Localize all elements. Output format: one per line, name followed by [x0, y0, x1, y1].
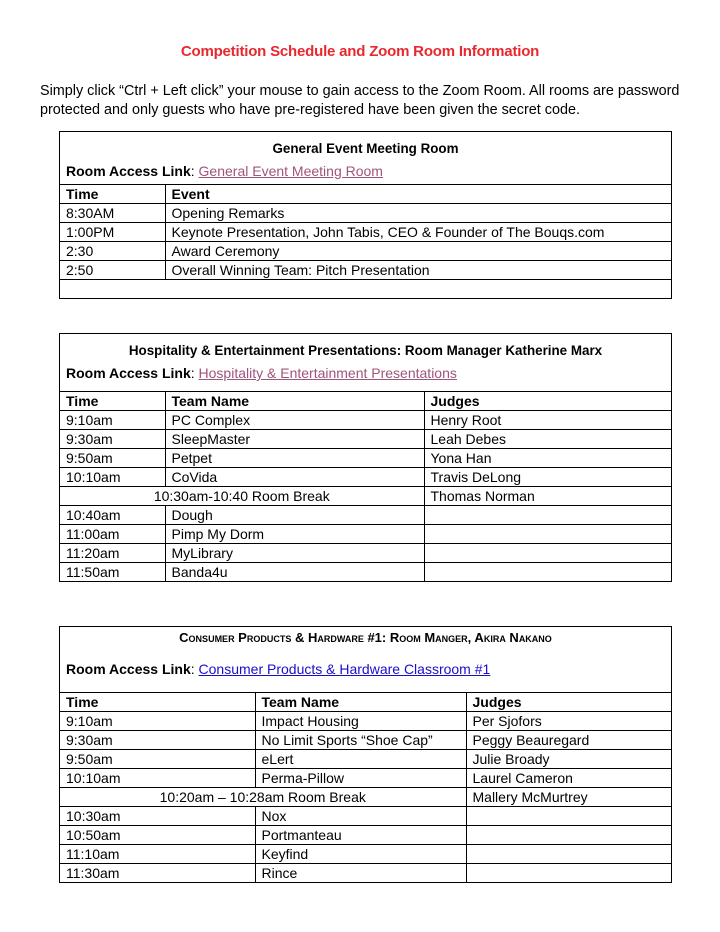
consumer-room-link[interactable]: Consumer Products & Hardware Classroom #1 [198, 661, 491, 677]
column-header: Team Name [165, 392, 424, 411]
table-cell: Henry Root [424, 411, 671, 430]
table-cell: eLert [255, 750, 466, 769]
table-cell: 10:10am [60, 468, 165, 487]
hospitality-schedule-table [60, 391, 671, 581]
hospitality-room-heading: Hospitality & Entertainment Presentations: Room Manager Katherine Marx [128, 343, 603, 358]
table-cell: 11:30am [60, 864, 255, 883]
table-header-row [60, 693, 671, 712]
room-break-row [60, 487, 671, 506]
table-cell: Portmanteau [255, 826, 466, 845]
general-schedule-table [60, 184, 671, 298]
table-row [60, 864, 671, 883]
general-room-access: Room Access Link: General Event Meeting Room [66, 163, 383, 179]
column-header: Time [60, 392, 165, 411]
general-room-box [59, 131, 672, 299]
column-header: Time [60, 693, 255, 712]
consumer-room-access: Room Access Link: Consumer Products & Hardware Classroom #1 [66, 661, 491, 677]
table-row [60, 563, 671, 582]
access-label: Room Access Link [66, 661, 191, 677]
table-cell [424, 506, 671, 525]
table-cell: Peggy Beauregard [466, 731, 671, 750]
column-header: Judges [424, 392, 671, 411]
table-row [60, 261, 671, 280]
table-cell: 10:30am [60, 807, 255, 826]
table-cell [466, 807, 671, 826]
table-cell: MyLibrary [165, 544, 424, 563]
table-cell: Rince [255, 864, 466, 883]
table-row [60, 712, 671, 731]
page-title: Competition Schedule and Zoom Room Information [180, 43, 540, 60]
table-cell: Overall Winning Team: Pitch Presentation [165, 261, 671, 280]
hospitality-room-link[interactable]: Hospitality & Entertainment Presentations [198, 365, 457, 381]
empty-row [60, 280, 671, 299]
table-cell: Thomas Norman [424, 487, 671, 506]
table-row [60, 731, 671, 750]
room-break-cell: 10:30am-10:40 Room Break [60, 487, 424, 506]
table-row [60, 430, 671, 449]
table-cell: 9:30am [60, 430, 165, 449]
consumer-schedule-table [60, 692, 671, 882]
table-row [60, 769, 671, 788]
table-cell: Laurel Cameron [466, 769, 671, 788]
table-row [60, 826, 671, 845]
table-row [60, 449, 671, 468]
hospitality-room-box [59, 333, 672, 582]
table-cell: Perma-Pillow [255, 769, 466, 788]
table-cell: 2:50 [60, 261, 165, 280]
table-cell [466, 826, 671, 845]
table-cell: Dough [165, 506, 424, 525]
column-header: Team Name [255, 693, 466, 712]
table-cell: SleepMaster [165, 430, 424, 449]
table-row [60, 242, 671, 261]
table-row [60, 204, 671, 223]
consumer-room-box [59, 626, 672, 883]
table-row [60, 544, 671, 563]
table-row [60, 845, 671, 864]
table-cell: 9:50am [60, 449, 165, 468]
table-cell: Pimp My Dorm [165, 525, 424, 544]
general-room-heading: General Event Meeting Room [272, 141, 459, 156]
table-header-row [60, 185, 671, 204]
table-cell: No Limit Sports “Shoe Cap” [255, 731, 466, 750]
table-row [60, 468, 671, 487]
room-break-row [60, 788, 671, 807]
table-row [60, 750, 671, 769]
table-cell [466, 864, 671, 883]
table-header-row [60, 392, 671, 411]
table-cell: 8:30AM [60, 204, 165, 223]
table-cell: PC Complex [165, 411, 424, 430]
table-cell: 10:10am [60, 769, 255, 788]
table-cell: Opening Remarks [165, 204, 671, 223]
table-cell: Per Sjofors [466, 712, 671, 731]
table-cell: 1:00PM [60, 223, 165, 242]
table-row [60, 411, 671, 430]
room-break-cell: 10:20am – 10:28am Room Break [60, 788, 466, 807]
column-header: Event [165, 185, 671, 204]
table-cell: 9:10am [60, 411, 165, 430]
table-cell: 10:50am [60, 826, 255, 845]
table-cell: 11:50am [60, 563, 165, 582]
table-cell: 11:20am [60, 544, 165, 563]
table-cell: 9:30am [60, 731, 255, 750]
table-cell: Julie Broady [466, 750, 671, 769]
table-row [60, 223, 671, 242]
column-header: Judges [466, 693, 671, 712]
table-cell: 9:10am [60, 712, 255, 731]
intro-text: Simply click “Ctrl + Left click” your mouse to gain access to the Zoom Room. All rooms are password protected and only guests who have pre-registered have been given the secret code. [40, 83, 680, 118]
table-cell: 10:40am [60, 506, 165, 525]
table-cell: Leah Debes [424, 430, 671, 449]
table-cell: Travis DeLong [424, 468, 671, 487]
table-cell: Keynote Presentation, John Tabis, CEO & Founder of The Bouqs.com [165, 223, 671, 242]
hospitality-room-access: Room Access Link: Hospitality & Entertainment Presentations [66, 365, 457, 381]
general-room-link[interactable]: General Event Meeting Room [198, 163, 383, 179]
consumer-room-heading: Consumer Products & Hardware #1: Room Manger, Akira Nakano [179, 630, 552, 645]
table-cell: Keyfind [255, 845, 466, 864]
table-cell [466, 845, 671, 864]
table-row [60, 525, 671, 544]
table-cell: Nox [255, 807, 466, 826]
access-label: Room Access Link [66, 365, 191, 381]
table-cell: 9:50am [60, 750, 255, 769]
table-cell [424, 544, 671, 563]
table-cell [424, 563, 671, 582]
table-row [60, 807, 671, 826]
table-cell: Mallery McMurtrey [466, 788, 671, 807]
table-cell: Yona Han [424, 449, 671, 468]
table-cell: 2:30 [60, 242, 165, 261]
table-cell [424, 525, 671, 544]
table-row [60, 506, 671, 525]
table-cell: Impact Housing [255, 712, 466, 731]
table-cell: 11:10am [60, 845, 255, 864]
table-cell: Petpet [165, 449, 424, 468]
table-cell: 11:00am [60, 525, 165, 544]
access-label: Room Access Link [66, 163, 191, 179]
table-cell: Banda4u [165, 563, 424, 582]
column-header: Time [60, 185, 165, 204]
table-cell: Award Ceremony [165, 242, 671, 261]
empty-cell [60, 280, 671, 299]
table-cell: CoVida [165, 468, 424, 487]
